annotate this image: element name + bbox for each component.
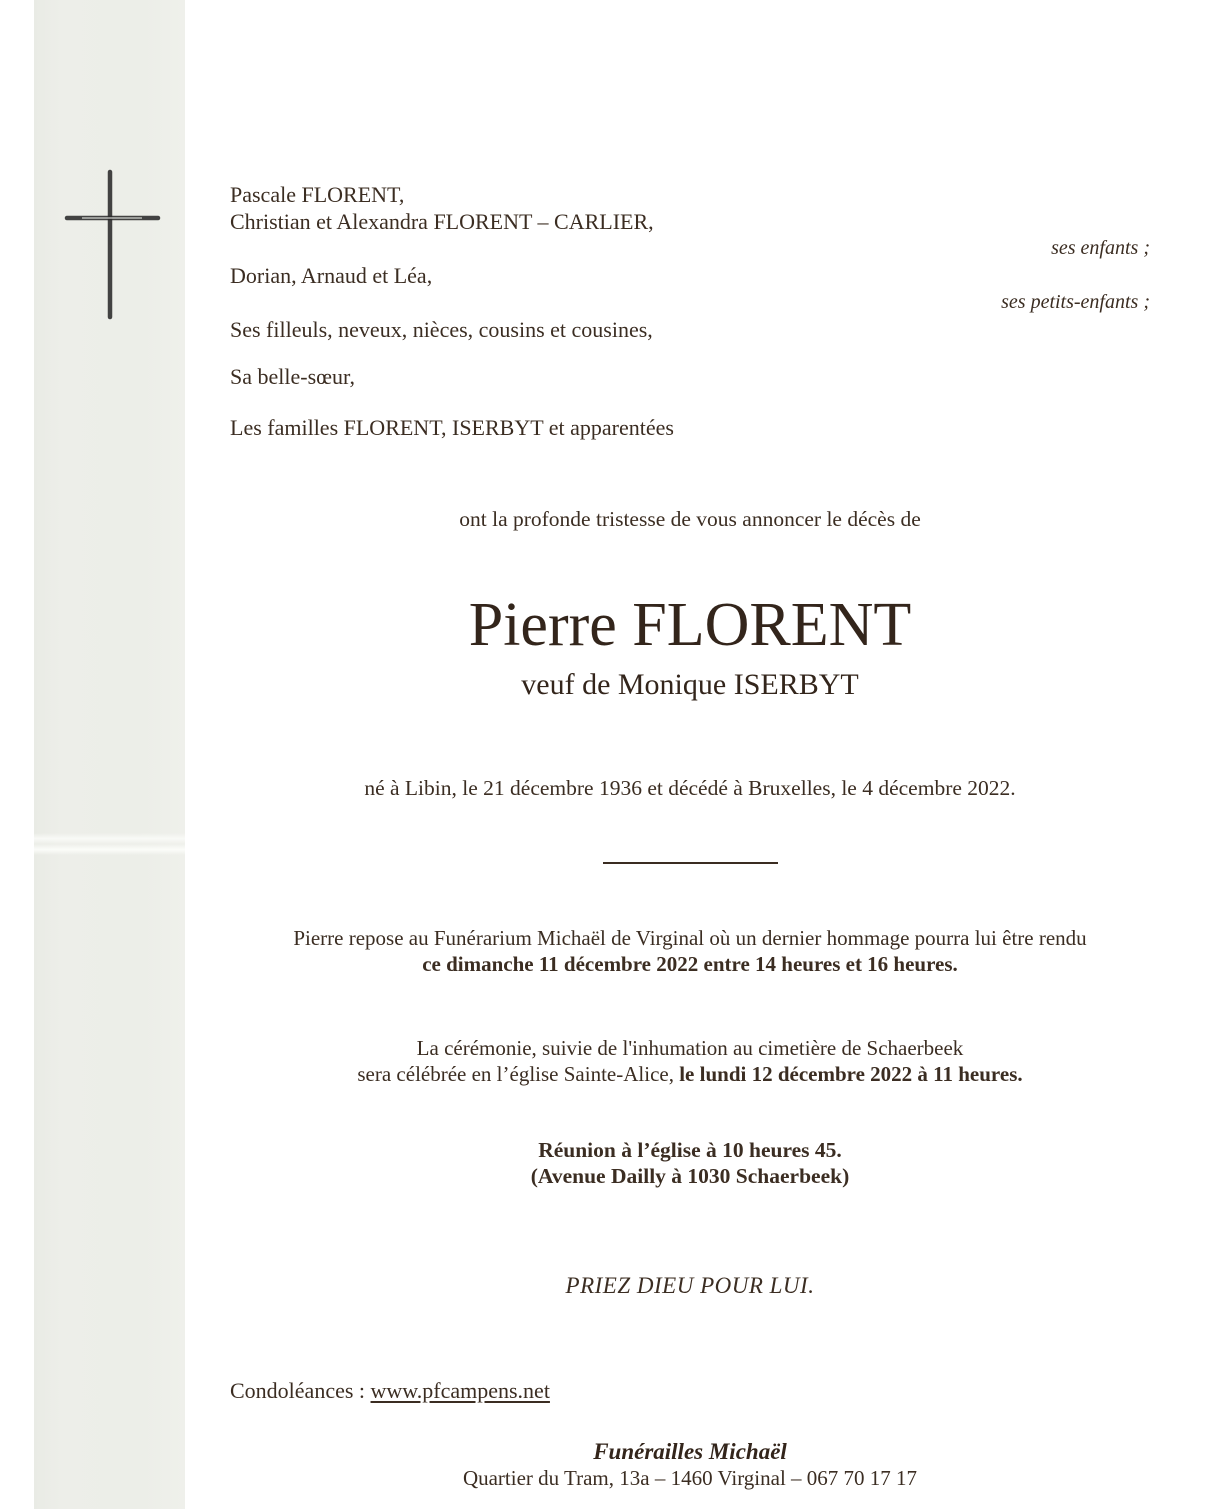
family-line: Pascale FLORENT, [230,182,405,207]
prayer-line: PRIEZ DIEU POUR LUI. [565,1273,815,1298]
deceased-relation: veuf de Monique ISERBYT [521,668,859,701]
ceremony-datetime: le lundi 12 décembre 2022 à 11 heures. [679,1062,1023,1086]
ribbon-fold-line [34,833,185,855]
meeting-address: (Avenue Dailly à 1030 Schaerbeek) [530,1164,850,1188]
life-dates: né à Libin, le 21 décembre 1936 et décédé à Bruxelles, le 4 décembre 2022. [364,776,1016,800]
relation-tag: ses enfants ; [1051,237,1150,259]
funeral-home-name: Funérailles Michaël [593,1439,787,1464]
family-line: Sa belle-sœur, [230,364,355,389]
family-line: Ses filleuls, neveux, nièces, cousins et cousines, [230,317,653,342]
deceased-name: Pierre FLORENT [468,591,912,659]
ceremony-line2: sera célébrée en l’église Sainte-Alice, [357,1062,680,1086]
condolences-label: Condoléances : [230,1378,371,1403]
condolences-link[interactable]: www.pfcampens.net [370,1378,550,1403]
announcement-page [185,0,1214,1509]
family-line: Les familles FLORENT, ISERBYT et apparentées [230,415,674,440]
ceremony-line1: La cérémonie, suivie de l'inhumation au cimetière de Schaerbeek [416,1036,964,1060]
announcement-sentence: ont la profonde tristesse de vous annoncer le décès de [459,507,921,531]
separator-rule [603,862,778,864]
family-line: Dorian, Arnaud et Léa, [230,263,433,288]
ceremony-paragraph [230,1035,1150,1087]
condolences-line [230,1377,1150,1404]
funeral-home-address: Quartier du Tram, 13a – 1460 Virginal – 067 70 17 17 [462,1466,918,1490]
viewing-datetime: ce dimanche 11 décembre 2022 entre 14 heures et 16 heures. [422,952,958,976]
meeting-time: Réunion à l’église à 10 heures 45. [538,1138,842,1162]
viewing-line1: Pierre repose au Funérarium Michaël de Virginal où un dernier hommage pourra lui être rendu [293,926,1087,950]
meeting-paragraph [230,1137,1150,1189]
mourning-band [34,0,185,1509]
family-line: Christian et Alexandra FLORENT – CARLIER, [230,209,654,234]
viewing-paragraph [230,925,1150,977]
relation-tag: ses petits-enfants ; [1001,291,1150,313]
